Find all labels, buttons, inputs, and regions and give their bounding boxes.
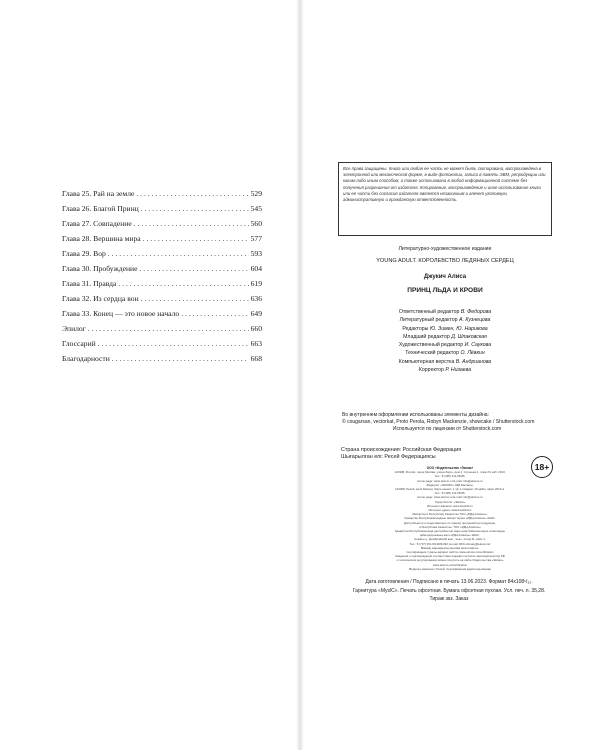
- origin-info: [341, 447, 556, 461]
- publisher-line: Тел.: 8 (495) 411-68-86.: [434, 491, 466, 496]
- toc-dot-leader: [88, 321, 249, 336]
- publisher-name: ООО «Издательство «Эксмо»: [426, 466, 474, 470]
- toc-entry-title: Глава 28. Вершина мира: [62, 234, 141, 243]
- publisher-line: Home page: www.eksmo.ru E-mail: info@eksmo.ru: [417, 495, 483, 500]
- toc-entry-page: 560: [250, 219, 262, 228]
- publisher-line: о техническом регулировании можно получить на сайте Издательства «Эксмо»: [396, 558, 504, 563]
- rights-notice-text: Все права защищены. Книга или любая ее часть не может быть скопирована, воспроизведена в электронной или механической форме, в виде фотокопии, записи в память ЭВМ, репродукции или каким-либо иным способом, а также использована в любой информационной системе без получения разрешения от издателя. Копирование, воспроизведение и иное использование книги или ее части без согласия издателя является незаконным и влечет уголовную, административную и гражданскую ответственность.: [343, 166, 546, 203]
- toc-dot-leader: [141, 291, 249, 306]
- toc-dot-leader: [118, 276, 248, 291]
- credit-role: Компьютерная верстка: [398, 358, 455, 365]
- publisher-line: Тел.: 8 (727) 251-59-90/91/92; E-mail: RDC-Almaty@eksmo.kz: [409, 541, 491, 546]
- credit-row: [330, 358, 560, 366]
- toc-entry-page: 660: [250, 324, 262, 333]
- toc-entry: [62, 261, 262, 276]
- credit-role: Редакторы: [402, 325, 429, 332]
- toc-entry: [62, 276, 262, 291]
- toc-dot-leader: [143, 231, 249, 246]
- publisher-line: Импортёр в Республику Казахстан ТОО «РДЦ-Алматы».: [412, 512, 488, 517]
- toc-entry-title: Эпилог: [62, 324, 86, 333]
- origin-kz: Шығарылған елі: Ресей Федерациясы: [341, 454, 436, 460]
- toc-entry: [62, 351, 262, 366]
- credit-role: Литературный редактор: [399, 317, 458, 324]
- credit-row: [330, 366, 560, 374]
- toc-entry-title: Глава 33. Конец — это новое начало: [62, 309, 180, 318]
- credit-role: Корректор: [418, 367, 444, 374]
- publisher-line: www.eksmo.ru/certification: [432, 562, 468, 567]
- credit-row: [330, 316, 560, 324]
- toc-entry-page: 663: [250, 339, 262, 348]
- publisher-block: [390, 466, 510, 571]
- design-license-line: Используется по лицензии от Shutterstock.com: [392, 426, 502, 433]
- toc-entry: [62, 231, 262, 246]
- toc-entry-page: 593: [250, 249, 262, 258]
- toc-dot-leader: [181, 306, 248, 321]
- toc-entry: [62, 186, 262, 201]
- print-run-line: Тираж экз. Заказ: [429, 596, 469, 602]
- toc-entry: [62, 216, 262, 231]
- publisher-line: Тауар белгісі: «Эксмо»: [434, 499, 466, 504]
- toc-entry-title: Благодарности: [62, 354, 110, 363]
- print-date-line: Дата изготовления / Подписано в печать 13.06.2023. Формат 84х108¹/₃₂.: [365, 579, 533, 585]
- toc-entry-title: Глава 25. Рай на земле: [62, 189, 135, 198]
- publisher-line: Интернет-дүкен: www.book24.kz: [428, 508, 472, 513]
- credit-name: В. Федорова: [460, 309, 492, 315]
- publisher-line: Өндіруші: «ЭКСМО» АҚБ Баспасы,: [426, 482, 474, 487]
- toc-entry: [62, 306, 262, 321]
- publisher-line: Қазақстан Республикасында дистрибьютор және өнім бойынша арыз-талаптарды: [395, 529, 505, 534]
- toc-entry: [62, 291, 262, 306]
- toc-entry: [62, 321, 262, 336]
- toc-entry-title: Глава 32. Из сердца вон: [62, 294, 139, 303]
- credit-name: Р. Низаева: [445, 367, 472, 374]
- toc-entry-title: Глава 30. Пробуждение: [62, 264, 138, 273]
- publisher-line: Өнімнің жарамдылық мерзімі шектелмеген.: [420, 545, 480, 550]
- credit-name: Ю. Зимен, Ю. Нарикова: [429, 325, 488, 332]
- credit-role: Ответственный редактор: [398, 309, 460, 315]
- credit-name: О. Лёвкин: [460, 350, 485, 357]
- age-rating-badge: 18+: [531, 456, 553, 478]
- toc-entry-title: Глава 31. Правда: [62, 279, 117, 288]
- series-line: YOUNG ADULT. КОРОЛЕВСТВО ЛЕДЯНЫХ СЕРДЕЦ: [376, 258, 514, 264]
- toc-entry-page: 545: [250, 204, 262, 213]
- publisher-line: қабылдаушының өкілі «РДЦ-Алматы» ЖШС,: [420, 533, 480, 538]
- right-page: [302, 0, 600, 750]
- publisher-line: Сертификация туралы ақпарат сайтта: www.eksmo.ru/certification: [406, 550, 494, 555]
- toc-entry-title: Глава 29. Вор: [62, 249, 106, 258]
- credit-role: Технический редактор: [405, 350, 459, 357]
- book-gutter: [296, 0, 304, 750]
- credit-row: [330, 308, 560, 316]
- publisher-line: Тел.: 8 (495) 411-68-86.: [434, 474, 466, 479]
- toc-dot-leader: [98, 336, 249, 351]
- credit-role: Младший редактор: [403, 333, 450, 340]
- publisher-line: Қазақстан Республикасындағы импорттаушы «РДЦ-Алматы» ЖШС.: [404, 516, 496, 521]
- credit-name: И. Саукова: [464, 342, 492, 349]
- table-of-contents: [62, 186, 262, 366]
- toc-entry-page: 604: [250, 264, 262, 273]
- toc-dot-leader: [139, 261, 248, 276]
- origin-ru: Страна происхождения: Российская Федерация: [341, 447, 462, 453]
- design-notes: [342, 412, 552, 434]
- toc-entry-page: 577: [250, 234, 262, 243]
- left-page: [0, 0, 298, 750]
- publisher-line: 123308, Ресей, қала Мәскеу, Зорге көшесі, 1 үй, 1 ғимарат, 20 қабат, офис 2013 ж.: [395, 487, 505, 492]
- publisher-line: Алматы қ., Домбровский көш., 3«а», литер Б, офис 1.: [414, 537, 486, 542]
- toc-dot-leader: [141, 201, 249, 216]
- genre-line: Литературно-художественное издание: [398, 246, 492, 252]
- toc-entry-title: Глава 26. Благой Принц: [62, 204, 139, 213]
- print-paper-line: Гарнитура «MyslC». Печать офсетная. Бумага офсетная пухлая. Усл. печ. л. 35,28.: [352, 587, 546, 594]
- publisher-line: Интернет-магазин: www.book24.ru: [427, 503, 473, 508]
- credit-role: Художественный редактор: [398, 342, 464, 349]
- toc-entry-page: 619: [250, 279, 262, 288]
- toc-dot-leader: [134, 216, 249, 231]
- publisher-line: Home page: www.eksmo.ru E-mail: info@eksmo.ru: [417, 478, 483, 483]
- publisher-line: Өндірген мемлекет: Ресей. Сертификация қарастырылмаған: [409, 566, 491, 571]
- author-name: Джукич Алиса: [423, 274, 467, 280]
- toc-dot-leader: [112, 351, 249, 366]
- toc-entry-page: 529: [250, 189, 262, 198]
- publisher-line: Дистрибьютор и представитель по приему претензий на продукцию,: [404, 520, 496, 525]
- design-credits-line: © cougarsan, vectorkat, Proto Perola, Robyn Mackenzie, showcake / Shutterstock.com: [342, 419, 535, 426]
- credit-name: Д. Шпаковская: [451, 333, 487, 340]
- credit-row: [330, 333, 560, 341]
- credit-name: А. Кузнецова: [458, 317, 491, 324]
- credit-row: [330, 341, 560, 349]
- toc-entry: [62, 201, 262, 216]
- print-info: [338, 578, 560, 604]
- book-title: ПРИНЦ ЛЬДА И КРОВИ: [407, 287, 483, 294]
- toc-entry-page: 636: [250, 294, 262, 303]
- toc-entry-page: 649: [250, 309, 262, 318]
- publisher-line: 123308, Россия, город Москва, улица Зорге, дом 1, строение 1, этаж 20, каб. 2013.: [394, 470, 506, 475]
- toc-entry-page: 668: [250, 354, 262, 363]
- credits-list: [330, 308, 560, 374]
- toc-dot-leader: [136, 186, 248, 201]
- toc-entry: [62, 246, 262, 261]
- toc-entry: [62, 336, 262, 351]
- design-note-line: Во внутреннем оформлении использованы элементы дизайна:: [342, 412, 489, 418]
- toc-dot-leader: [108, 246, 249, 261]
- credit-row: [330, 349, 560, 357]
- rights-notice-box: [338, 162, 552, 236]
- toc-entry-title: Глоссарий: [62, 339, 96, 348]
- publisher-line: Сведения о подтверждении соответствия издания согласно законодательству РФ: [394, 554, 506, 559]
- credit-row: [330, 325, 560, 333]
- toc-entry-title: Глава 27. Совпадение: [62, 219, 132, 228]
- credit-name: В. Андрианова: [455, 358, 492, 365]
- publisher-line: в Республике Казахстан: ТОО «РДЦ-Алматы»: [419, 524, 481, 529]
